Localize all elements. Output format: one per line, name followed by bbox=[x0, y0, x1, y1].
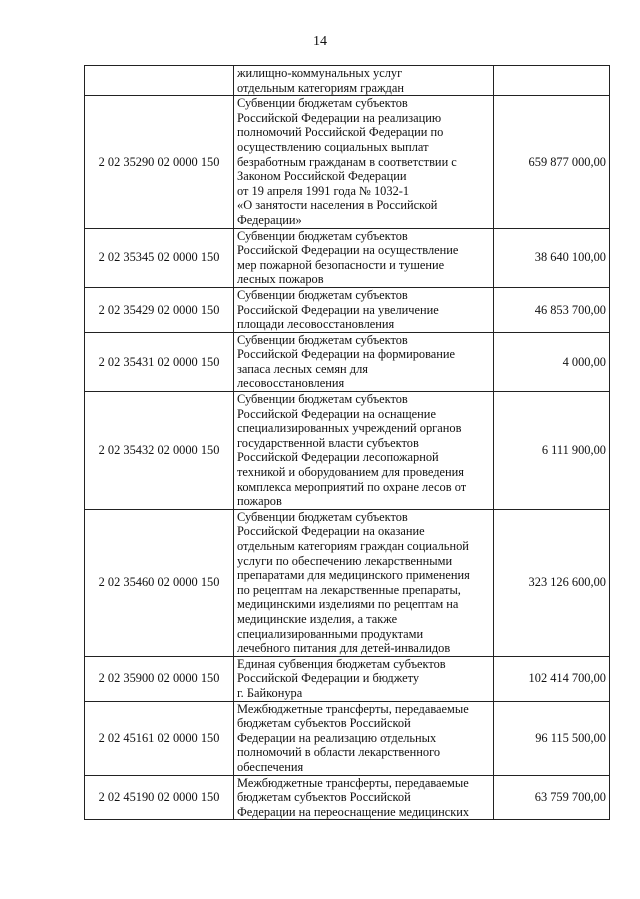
row-name-line: Субвенции бюджетам субъектов bbox=[237, 287, 408, 302]
row-name-line: Федерации» bbox=[237, 212, 302, 227]
page-number: 14 bbox=[313, 34, 327, 49]
row-name-line: Субвенции бюджетам субъектов bbox=[237, 228, 408, 243]
row-name-line: Субвенции бюджетам субъектов bbox=[237, 332, 408, 347]
row-amount: 46 853 700,00 bbox=[494, 287, 610, 332]
row-name-line: Межбюджетные трансферты, передаваемые bbox=[237, 775, 469, 790]
table-row bbox=[85, 332, 610, 391]
row-name-line: мер пожарной безопасности и тушение bbox=[237, 257, 445, 272]
row-name-line: по рецептам на лекарственные препараты, bbox=[237, 582, 461, 597]
row-amount bbox=[494, 66, 610, 96]
row-name-line: лесных пожаров bbox=[237, 272, 324, 287]
row-code: 2 02 35431 02 0000 150 bbox=[85, 332, 234, 391]
row-name-line: бюджетам субъектов Российской bbox=[237, 790, 411, 805]
row-name-line: Федерации на переоснащение медицинских bbox=[237, 804, 470, 819]
row-code: 2 02 35429 02 0000 150 bbox=[85, 287, 234, 332]
row-name-line: пожаров bbox=[237, 494, 282, 509]
row-name-line: Законом Российской Федерации bbox=[237, 169, 407, 184]
row-name-line: полномочий Российской Федерации по bbox=[237, 125, 444, 140]
row-name bbox=[234, 656, 494, 701]
row-name bbox=[234, 701, 494, 775]
row-name-line: специализированными продуктами bbox=[237, 626, 424, 641]
row-name-line: бюджетам субъектов Российской bbox=[237, 716, 411, 731]
row-name bbox=[234, 775, 494, 820]
table-row bbox=[85, 96, 610, 228]
row-code: 2 02 35345 02 0000 150 bbox=[85, 228, 234, 287]
row-name-line: Российской Федерации на оказание bbox=[237, 524, 425, 539]
row-amount: 4 000,00 bbox=[494, 332, 610, 391]
budget-table bbox=[84, 65, 610, 820]
row-name bbox=[234, 392, 494, 510]
row-name bbox=[234, 287, 494, 332]
row-name-line: «О занятости населения в Российской bbox=[237, 198, 438, 213]
row-name-line: Субвенции бюджетам субъектов bbox=[237, 509, 408, 524]
table-row bbox=[85, 287, 610, 332]
row-name-line: Единая субвенция бюджетам субъектов bbox=[237, 656, 446, 671]
row-name-line: осуществлению социальных выплат bbox=[237, 139, 429, 154]
row-code: 2 02 35900 02 0000 150 bbox=[85, 656, 234, 701]
row-name-line: Федерации на реализацию отдельных bbox=[237, 730, 437, 745]
row-name bbox=[234, 332, 494, 391]
row-name-line: Российской Федерации на увеличение bbox=[237, 302, 439, 317]
row-name-line: г. Байконура bbox=[237, 685, 303, 700]
row-name-line: комплекса мероприятий по охране лесов от bbox=[237, 479, 467, 494]
row-name-line: площади лесовосстановления bbox=[237, 317, 395, 332]
table-row bbox=[85, 509, 610, 656]
row-name bbox=[234, 509, 494, 656]
row-name-line: запаса лесных семян для bbox=[237, 361, 368, 376]
row-code: 2 02 45190 02 0000 150 bbox=[85, 775, 234, 820]
row-name-line: отдельным категориям граждан bbox=[237, 80, 404, 95]
row-name-line: Российской Федерации и бюджету bbox=[237, 671, 420, 686]
row-name-line: лесовосстановления bbox=[237, 376, 345, 391]
row-code: 2 02 35432 02 0000 150 bbox=[85, 392, 234, 510]
row-name-line: обеспечения bbox=[237, 759, 304, 774]
row-name-line: медицинскими изделиями по рецептам на bbox=[237, 597, 459, 612]
row-code: 2 02 35290 02 0000 150 bbox=[85, 96, 234, 228]
row-name-line: государственной власти субъектов bbox=[237, 435, 419, 450]
row-code: 2 02 45161 02 0000 150 bbox=[85, 701, 234, 775]
row-name-line: от 19 апреля 1991 года № 1032-1 bbox=[237, 183, 410, 198]
table-row bbox=[85, 701, 610, 775]
row-name-line: специализированных учреждений органов bbox=[237, 421, 462, 436]
row-amount: 38 640 100,00 bbox=[494, 228, 610, 287]
budget-table-body bbox=[85, 66, 610, 820]
row-name-line: Межбюджетные трансферты, передаваемые bbox=[237, 701, 469, 716]
table-row bbox=[85, 66, 610, 96]
row-amount: 6 111 900,00 bbox=[494, 392, 610, 510]
row-name-line: безработным гражданам в соответствии с bbox=[237, 154, 457, 169]
row-name-line: техникой и оборудованием для проведения bbox=[237, 465, 464, 480]
row-amount: 63 759 700,00 bbox=[494, 775, 610, 820]
row-amount: 323 126 600,00 bbox=[494, 509, 610, 656]
row-name-line: Субвенции бюджетам субъектов bbox=[237, 392, 408, 407]
row-name-line: Субвенции бюджетам субъектов bbox=[237, 96, 408, 111]
table-row bbox=[85, 775, 610, 820]
row-name bbox=[234, 96, 494, 228]
row-name-line: Российской Федерации на оснащение bbox=[237, 406, 436, 421]
row-name-line: отдельным категориям граждан социальной bbox=[237, 539, 469, 553]
row-amount: 102 414 700,00 bbox=[494, 656, 610, 701]
row-amount: 659 877 000,00 bbox=[494, 96, 610, 228]
row-name-line: услуги по обеспечению лекарственными bbox=[237, 553, 453, 568]
row-name bbox=[234, 66, 494, 96]
table-row bbox=[85, 228, 610, 287]
row-name bbox=[234, 228, 494, 287]
row-name-line: Российской Федерации на реализацию bbox=[237, 110, 442, 125]
row-name-line: Российской Федерации лесопожарной bbox=[237, 450, 439, 465]
table-row bbox=[85, 656, 610, 701]
row-name-line: препаратами для медицинского применения bbox=[237, 568, 470, 583]
row-name-line: Российской Федерации на осуществление bbox=[237, 243, 459, 258]
row-code bbox=[85, 66, 234, 96]
row-name-line: медицинские изделия, а также bbox=[237, 611, 398, 626]
row-name-line: лечебного питания для детей-инвалидов bbox=[237, 641, 451, 656]
row-amount: 96 115 500,00 bbox=[494, 701, 610, 775]
row-name-line: Российской Федерации на формирование bbox=[237, 347, 456, 362]
row-code: 2 02 35460 02 0000 150 bbox=[85, 509, 234, 656]
row-name-line: полномочий в области лекарственного bbox=[237, 745, 441, 760]
table-row bbox=[85, 392, 610, 510]
row-name-line: жилищно-коммунальных услуг bbox=[237, 66, 403, 80]
